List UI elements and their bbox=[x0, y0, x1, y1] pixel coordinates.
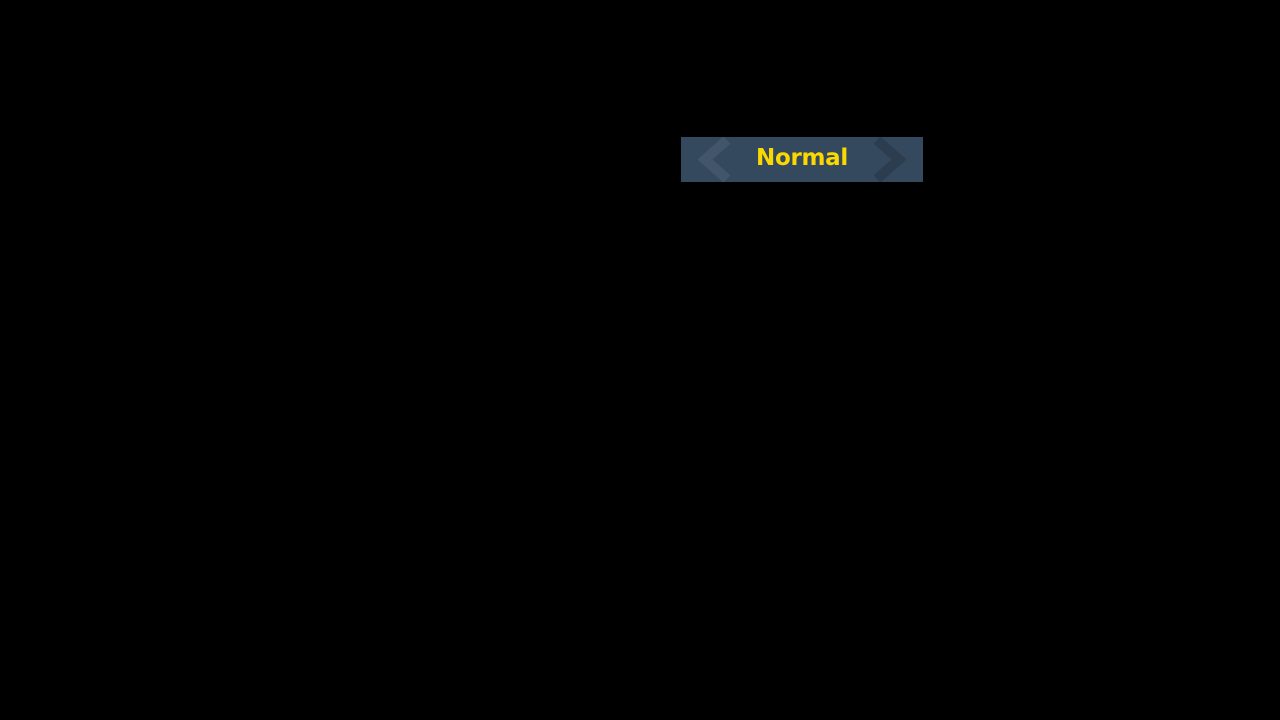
chevron-left-icon[interactable] bbox=[693, 137, 739, 182]
chevron-right-icon[interactable] bbox=[865, 137, 911, 182]
option-selector-bar[interactable] bbox=[681, 137, 923, 182]
selected-option-label: Normal bbox=[756, 145, 848, 171]
